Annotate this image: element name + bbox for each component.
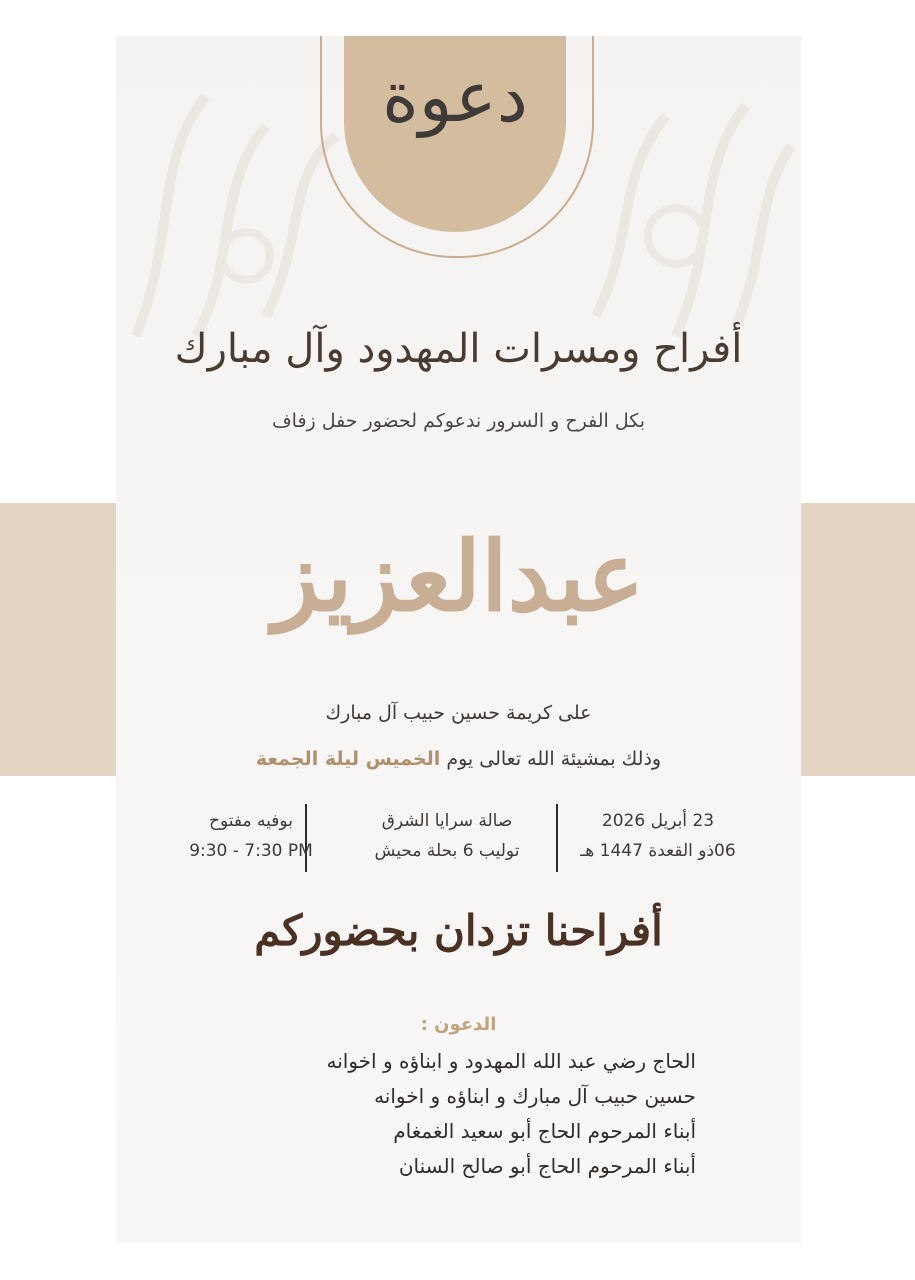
venue-column — [352, 806, 542, 866]
inviter-item: أبناء المرحوم الحاج أبو صالح السنان — [398, 1154, 696, 1178]
invitation-card — [116, 36, 801, 1243]
time-range: 9:30 - 7:30 PM — [189, 841, 313, 861]
column-divider — [556, 804, 558, 872]
venue-name: صالة سرايا الشرق — [381, 811, 513, 831]
date-line-day: الخميس ليلة الجمعة — [255, 748, 441, 770]
inviter-item: حسين حبيب آل مبارك و ابناؤه و اخوانه — [374, 1084, 696, 1108]
groom-name: عبدالعزيز — [272, 520, 645, 633]
inviters-list — [216, 1044, 696, 1184]
date-gregorian: 23 أبريل 2026 — [601, 811, 715, 831]
intro-text: بكل الفرح و السرور ندعوكم لحضور حفل زفاف — [271, 410, 645, 432]
inviter-item: الحاج رضي عبد الله المهدود و ابناؤه و اخوانه — [326, 1049, 696, 1073]
date-line — [116, 748, 801, 770]
inviter-item: أبناء المرحوم الحاج أبو سعيد الغمغام — [393, 1119, 696, 1143]
invitation-title: دعوة — [382, 56, 528, 138]
date-line-prefix: وذلك بمشيئة الله تعالى يوم — [446, 748, 662, 770]
side-band-right — [801, 503, 915, 776]
side-band-left — [0, 503, 116, 776]
closing-calligraphy: أفراحنا تزدان بحضوركم — [254, 906, 663, 955]
date-hijri: 06ذو القعدة 1447 هـ — [580, 841, 736, 861]
inviters-title: الدعون : — [420, 1014, 497, 1035]
venue-location: توليب 6 بحلة محيش — [374, 841, 520, 861]
time-column — [156, 806, 346, 866]
families-heading: أفراح ومسرات المهدود وآل مبارك — [174, 326, 743, 372]
date-column — [563, 806, 753, 866]
bride-line: على كريمة حسين حبيب آل مبارك — [325, 702, 592, 724]
buffet-label: بوفيه مفتوح — [209, 811, 293, 831]
